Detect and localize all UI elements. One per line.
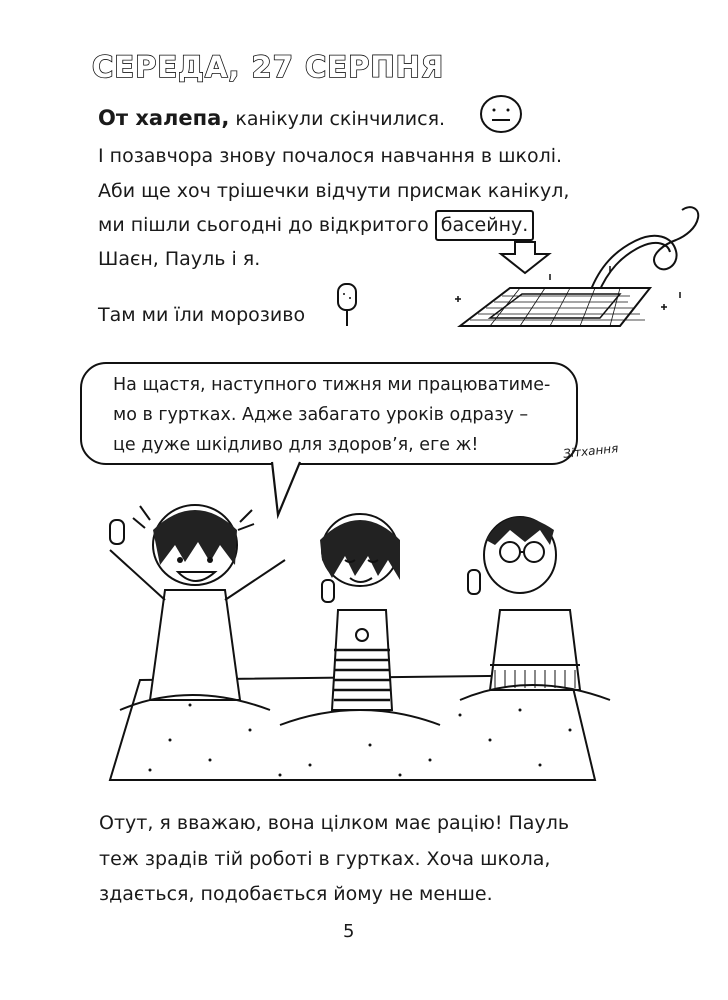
intro-line-1-rest: канікули скінчилися. — [235, 108, 446, 130]
intro-line-3: Аби ще хоч трішечки відчути присмак канікул, — [98, 180, 570, 202]
intro-line-4-start: ми пішли сьогодні до відкритого — [98, 214, 429, 236]
intro-line-1 — [98, 106, 445, 131]
pool-icon — [450, 196, 720, 346]
speech-line-1: На щастя, наступного тижня ми працюватиме- — [113, 375, 551, 395]
children-illustration — [70, 490, 630, 790]
intro-line-2: І позавчора знову почалося навчання в школі. — [98, 145, 563, 167]
page-number: 5 — [343, 921, 355, 942]
speech-line-3: це дуже шкідливо для здоров’я, еге ж! — [113, 435, 479, 455]
pool-word-box: басейну. — [435, 210, 535, 241]
intro-line-5: Шаєн, Пауль і я. — [98, 248, 261, 270]
speech-line-2: мо в гуртках. Адже забагато уроків одразу – — [113, 405, 529, 425]
sad-face-icon — [478, 93, 524, 135]
intro-line-6: Там ми їли морозиво — [98, 304, 306, 326]
boy-right-figure — [460, 517, 610, 700]
outro-line-1: Отут, я вважаю, вона цілком має рацію! Пауль — [99, 812, 570, 834]
intro-bold-lead: От халепа, — [98, 106, 230, 130]
ice-cream-icon — [330, 280, 366, 330]
page-title: СЕРЕДА, 27 СЕРПНЯ — [92, 50, 445, 84]
outro-line-3: здається, подобається йому не менше. — [99, 883, 493, 905]
outro-line-2: теж зрадів тій роботі в гуртках. Хоча школа, — [99, 848, 551, 870]
sigh-label: Зітхання — [562, 441, 619, 461]
